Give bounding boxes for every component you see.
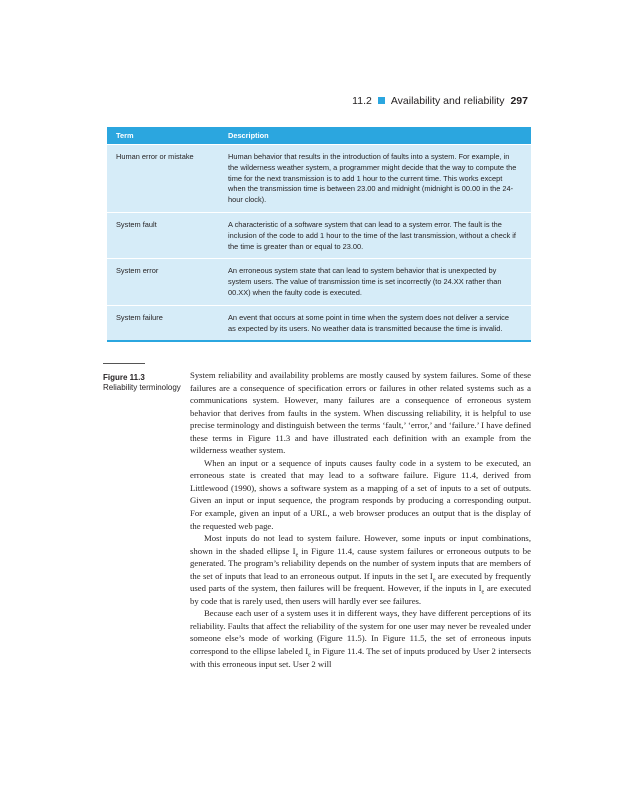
table-row [107, 258, 531, 304]
section-title: Availability and reliability [390, 95, 505, 107]
running-head [352, 95, 528, 107]
figure-caption-text: Reliability terminology [103, 383, 181, 392]
table-bottom-rule [107, 340, 531, 342]
term-cell: System error [116, 266, 159, 276]
table-row [107, 212, 531, 258]
header-term: Term [116, 131, 134, 140]
table-row [107, 305, 531, 341]
description-cell: Human behavior that results in the introduction of faults into a system. For example, in the wilderness weather system, a programmer might decide that the way to compute the time for the next transmission is to add 1 hour to the current time. This works except when the transmission time is between 23.00 and midnight (midnight is 00.00 in the 24-hour clock). [228, 152, 517, 205]
paragraph: System reliability and availability problems are mostly caused by system failures. Some of these failures are a consequence of specification errors or failures in other related systems such as a communications system. However, many failures are a consequence of erroneous system behavior that derives from faults in the system. When discussing reliability, it is helpful to use precise terminology and distinguish between the terms ‘fault,’ ‘error,’ and ‘failure.’ I have defined these terms in Figure 11.3 and have illustrated each definition with an example from the wilderness weather system. [190, 370, 531, 456]
paragraph: When an input or a sequence of inputs causes faulty code in a system to be executed, an erroneous state is created that may lead to a software failure. Figure 11.4, derived from Littlewood (1990), shows a software system as a mapping of a set of inputs to a set of outputs. Given an input or input sequence, the program responds by producing a corresponding output. For example, given an input of a URL, a web browser produces an output that is the display of the requested web page. [190, 457, 531, 531]
term-cell: Human error or mistake [116, 152, 194, 161]
figure-number: Figure 11.3 [103, 373, 145, 382]
paragraph: Most inputs do not lead to system failure. However, some inputs or input combinations, shown in the shaded ellipse $I_e$ in Figure 11.4, cause system failures or erroneous outputs to be generated. The program’s reliability depends on the number of system inputs that are members of the set of inputs that lead to an erroneous output. If inputs in the set $I_e$ are executed by frequently used parts of the system, then failures will be frequent. However, if the inputs in $I_e$ are executed by code that is rarely used, then users will hardly ever see failures. [190, 533, 531, 606]
description-cell: An event that occurs at some point in time when the system does not deliver a service as expected by its users. No weather data is transmitted because the time is invalid. [228, 312, 509, 333]
section-number: 11.2 [352, 95, 372, 107]
description-cell: An erroneous system state that can lead to system behavior that is unexpected by system users. The value of transmission time is set incorrectly (to 24.XX rather than 00.XX) when the faulty code is executed. [228, 266, 502, 297]
header-description: Description [228, 131, 269, 140]
body-text [190, 369, 531, 670]
term-cell: System fault [116, 219, 157, 229]
table-header [107, 127, 531, 144]
description-cell: A characteristic of a software system that can lead to a system error. The fault is the inclusion of the code to add 1 hour to the time of the last transmission, without a check if the time is greater than or equal to 23.00. [228, 219, 516, 251]
figure-caption-rule [103, 363, 145, 364]
table-row [107, 144, 531, 212]
page-number: 297 [510, 95, 528, 107]
square-bullet-icon [378, 97, 385, 104]
terminology-table [107, 127, 531, 342]
paragraph: Because each user of a system uses it in different ways, they have different perceptions of its reliability. Faults that affect the reliability of the system for one user may never be revealed under someone else’s mode of working (Figure 11.5). In Figure 11.5, the set of erroneous inputs correspond to the ellipse labeled $I_e$ in Figure 11.4. The set of inputs produced by User 2 intersects with this erroneous input set. User 2 will [190, 608, 531, 669]
term-cell: System failure [116, 312, 163, 322]
figure-caption [103, 373, 193, 393]
